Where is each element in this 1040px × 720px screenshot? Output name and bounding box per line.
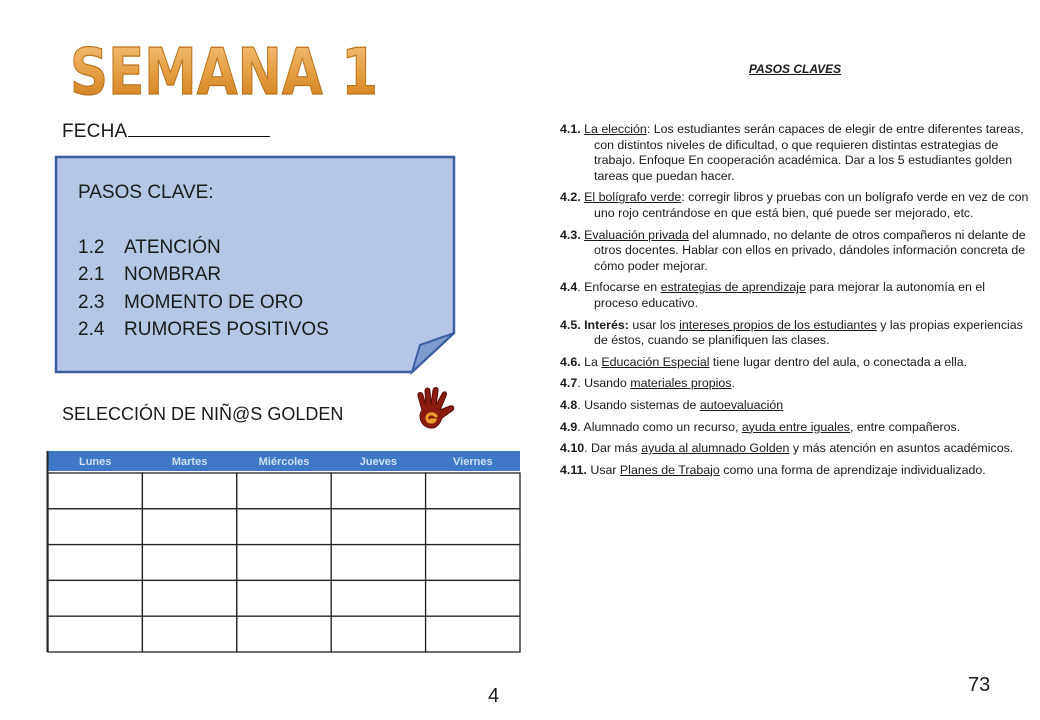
table-cell xyxy=(48,509,142,545)
table-cell xyxy=(142,616,236,652)
fecha-blank-line xyxy=(128,118,270,137)
table-cell xyxy=(426,545,520,581)
table-cell xyxy=(237,545,331,581)
table-cell xyxy=(426,616,520,652)
note-item: 1.2 ATENCIÓN xyxy=(78,236,221,258)
table-cell xyxy=(142,545,236,581)
svg-text:SEMANA 1: SEMANA 1 xyxy=(70,36,378,110)
step-item: 4.2. El bolígrafo verde: corregir libros y pruebas con un bolígrafo verde en vez de con uno rojo centrándose en que está bien, qué puede ser mejorado, etc. xyxy=(560,190,1029,220)
table-cell xyxy=(426,580,520,616)
table-header-lunes: Lunes xyxy=(78,456,112,468)
steps-list xyxy=(560,122,1030,484)
table-cell xyxy=(237,616,331,652)
step-item: 4.5. Interés: usar los intereses propios de los estudiantes y las propias experiencias de éstos, cuando se planifiquen las clases. xyxy=(560,317,1023,348)
note-heading: PASOS CLAVE: xyxy=(78,182,214,203)
table-cell xyxy=(142,509,236,545)
key-steps-note xyxy=(54,155,456,374)
table-cell xyxy=(142,473,236,509)
table-cell xyxy=(48,580,142,616)
table-header-viernes: Viernes xyxy=(453,456,493,468)
fecha-field xyxy=(62,118,270,143)
table-header-jueves: Jueves xyxy=(359,456,398,468)
table-cell xyxy=(331,473,425,509)
table-cell xyxy=(237,509,331,545)
table-cell xyxy=(426,509,520,545)
table-cell xyxy=(237,473,331,509)
step-item: 4.8. Usando sistemas de autoevaluación xyxy=(560,397,784,412)
note-item: 2.4 RUMORES POSITIVOS xyxy=(78,319,329,340)
step-item: 4.6. La Educación Especial tiene lugar dentro del aula, o conectada a ella. xyxy=(560,354,968,369)
page-number-right: 73 xyxy=(968,674,991,696)
table-cell xyxy=(48,545,142,581)
table-cell xyxy=(48,616,142,652)
golden-schedule-table xyxy=(46,451,522,652)
table-header-martes: Martes xyxy=(171,456,208,468)
page-title xyxy=(66,28,386,108)
note-item: 2.3 MOMENTO DE ORO xyxy=(78,291,304,313)
table-cell xyxy=(331,509,425,545)
table-cell xyxy=(142,580,236,616)
step-item: 4.1. La elección: Los estudiantes serán capaces de elegir de entre diferentes tareas, con distintos niveles de dificultad, o que requieren distintas estrategias de trabajo. Enfoque En cooperación académica. Dar a los 5 estudiantes golden tareas que puedan hacer. xyxy=(560,122,1024,183)
table-cell xyxy=(237,580,331,616)
pasos-claves-heading: PASOS CLAVES xyxy=(748,62,842,76)
step-item: 4.10. Dar más ayuda al alumnado Golden y más atención en asuntos académicos. xyxy=(560,441,1014,456)
step-item: 4.9. Alumnado como un recurso, ayuda entre iguales, entre compañeros. xyxy=(560,419,961,434)
step-item: 4.7. Usando materiales propios. xyxy=(560,376,735,391)
step-item: 4.11. Usar Planes de Trabajo como una forma de aprendizaje individualizado. xyxy=(560,462,986,477)
hand-logo-icon xyxy=(412,386,460,430)
table-cell xyxy=(48,473,142,509)
table-cell xyxy=(426,473,520,509)
page-number-left: 4 xyxy=(488,685,500,707)
fecha-label: FECHA xyxy=(62,121,128,142)
table-cell xyxy=(331,616,425,652)
step-item: 4.4. Enfocarse en estrategias de aprendizaje para mejorar la autonomía en el proceso educativo. xyxy=(560,280,985,310)
note-item: 2.1 NOMBRAR xyxy=(78,264,222,285)
table-cell xyxy=(331,545,425,581)
table-cell xyxy=(331,580,425,616)
step-item: 4.3. Evaluación privada del alumnado, no delante de otros compañeros ni delante de otros docentes. Hablar con ellos en privado, dándoles información concreta de cómo poder mejorar. xyxy=(560,227,1026,273)
golden-selection-label: SELECCIÓN DE NIÑ@S GOLDEN xyxy=(62,404,344,424)
table-header-miércoles: Miércoles xyxy=(258,456,310,468)
